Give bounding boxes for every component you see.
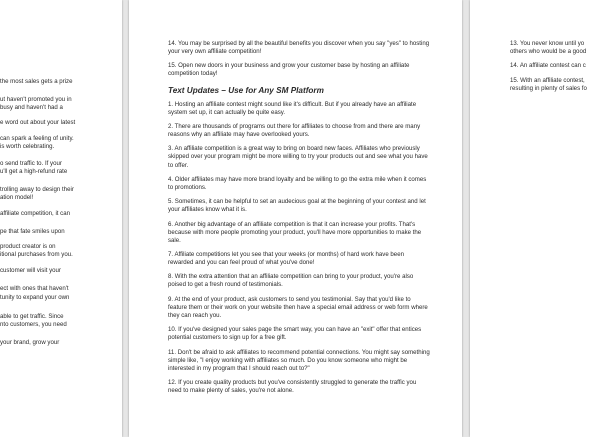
paragraph-intro-14: 14. You may be surprised by all the beautiful benefits you discover when you say "yes" to hosting your very own affiliate competition! (168, 40, 430, 56)
left-page-line: nto customers, you need (0, 320, 67, 328)
left-page-paragraph (0, 228, 122, 236)
right-page-paragraph (510, 77, 592, 93)
left-page-paragraph (0, 78, 122, 86)
left-page-line: customer will visit your (0, 267, 61, 275)
left-page-paragraph (0, 210, 122, 218)
page-left-text (0, 40, 122, 353)
left-page-line: affiliate competition, it can (0, 209, 71, 217)
page-right-text (510, 40, 592, 99)
left-page-paragraph (0, 119, 122, 127)
left-page-paragraph (0, 243, 122, 259)
right-page-line: 13. You never know until yo (510, 40, 585, 47)
left-page-paragraph (0, 96, 122, 112)
left-page-line: ut haven't promoted you in (0, 96, 72, 104)
document-page-center (129, 0, 462, 437)
left-page-line: tunity to expand your own (0, 293, 70, 301)
page-center-text (168, 40, 430, 401)
section-heading: Text Updates – Use for Any SM Platform (168, 85, 324, 95)
right-page-line: others who would be a good (510, 48, 587, 56)
list-item-4: 4. Older affiliates may have more brand loyalty and be willing to go the extra mile when it comes to promotions. (168, 175, 427, 191)
left-page-line: ect with ones that haven't (0, 285, 69, 293)
right-page-paragraph (510, 40, 592, 56)
left-page-paragraph (0, 160, 122, 176)
document-page-left (0, 0, 122, 437)
left-page-paragraph (0, 285, 122, 301)
left-page-line: the most sales gets a prize (0, 78, 73, 85)
right-page-paragraph (510, 62, 592, 70)
left-page-line: can spark a feeling of unity. (0, 135, 74, 143)
list-item-9: 9. At the end of your product, ask customers to send you testimonial. Say that you'd like to feature them or their work on your website then have a special email address or web form where they can reach you. (168, 295, 428, 319)
list-item-5: 5. Sometimes, it can be helpful to set an audecious goal at the beginning of your contest and let your affiliates know what it is. (168, 198, 426, 214)
list-item-11: 11. Don't be afraid to ask affiliates to recommend potential connections. You might say something simple like, "I enjoy working with affiliates so much. Do you know someone who might be interested in my program that I should reach out to?" (168, 348, 430, 372)
list-item-8: 8. With the extra attention that an affiliate competition can bring to your product, you're also poised to get a fresh round of testimonials. (168, 273, 414, 289)
left-page-paragraph (0, 267, 122, 275)
left-page-line: your brand, grow your (0, 338, 60, 346)
list-item-7: 7. Affiliate competitions let you see that your weeks (or months) of hard work have been rewarded and you can feel proud of what you've done! (168, 251, 404, 267)
left-page-line: is worth celebrating. (0, 143, 55, 151)
paragraph-intro-15: 15. Open new doors in your business and grow your customer base by hosting an affiliate competition today! (168, 62, 410, 78)
left-page-line: ation model! (0, 193, 34, 201)
list-item-1: 1. Hosting an affiliate contest might sound like it's difficult. But if you already have an affiliate system set up, it can actually be quite easy. (168, 100, 417, 116)
left-page-line: trolling away to design their (0, 185, 74, 193)
left-page-paragraph (0, 186, 122, 202)
left-page-line: u'll get a high-refund rate (0, 167, 68, 175)
left-page-line: product creator is on (0, 243, 56, 251)
left-page-line: able to get traffic. Since (0, 312, 64, 320)
left-page-line: o send traffic to. If your (0, 159, 62, 167)
left-page-line: e word out about your latest (0, 119, 76, 127)
left-page-paragraph (0, 313, 122, 329)
left-page-line: itional purchases from you. (0, 251, 73, 259)
document-page-right (470, 0, 592, 437)
list-item-3: 3. An affiliate competition is a great way to bring on board new faces. Affiliates who previously skipped over your program might be more willing to try your products out and see what you have to offer. (168, 145, 428, 169)
right-page-line: resulting in plenty of sales fo (510, 84, 587, 92)
list-item-2: 2. There are thousands of programs out there for affiliates to choose from and there are many reasons why an affiliate may have overlooked yours. (168, 122, 421, 139)
right-page-line: 15. With an affiliate contest, (510, 76, 585, 84)
left-page-line: busy and haven't had a (0, 104, 63, 112)
left-page-line: pe that fate smiles upon (0, 228, 65, 236)
left-page-paragraph (0, 339, 122, 347)
left-page-paragraph (0, 135, 122, 151)
list-item-6: 6. Another big advantage of an affiliate competition is that it can increase your profits. That's because with more people promoting your product, you'll have more opportunities to make the sale. (168, 220, 422, 244)
list-item-10: 10. If you've designed your sales page the smart way, you can have an "exit" offer that entices potential customers to sign up for a free gift. (168, 326, 422, 342)
right-page-line: 14. An affiliate contest can c (510, 62, 586, 70)
list-item-12: 12. If you create quality products but you've consistently struggled to generate the traffic you need to make plenty of sales, you're not alone. (168, 379, 417, 395)
